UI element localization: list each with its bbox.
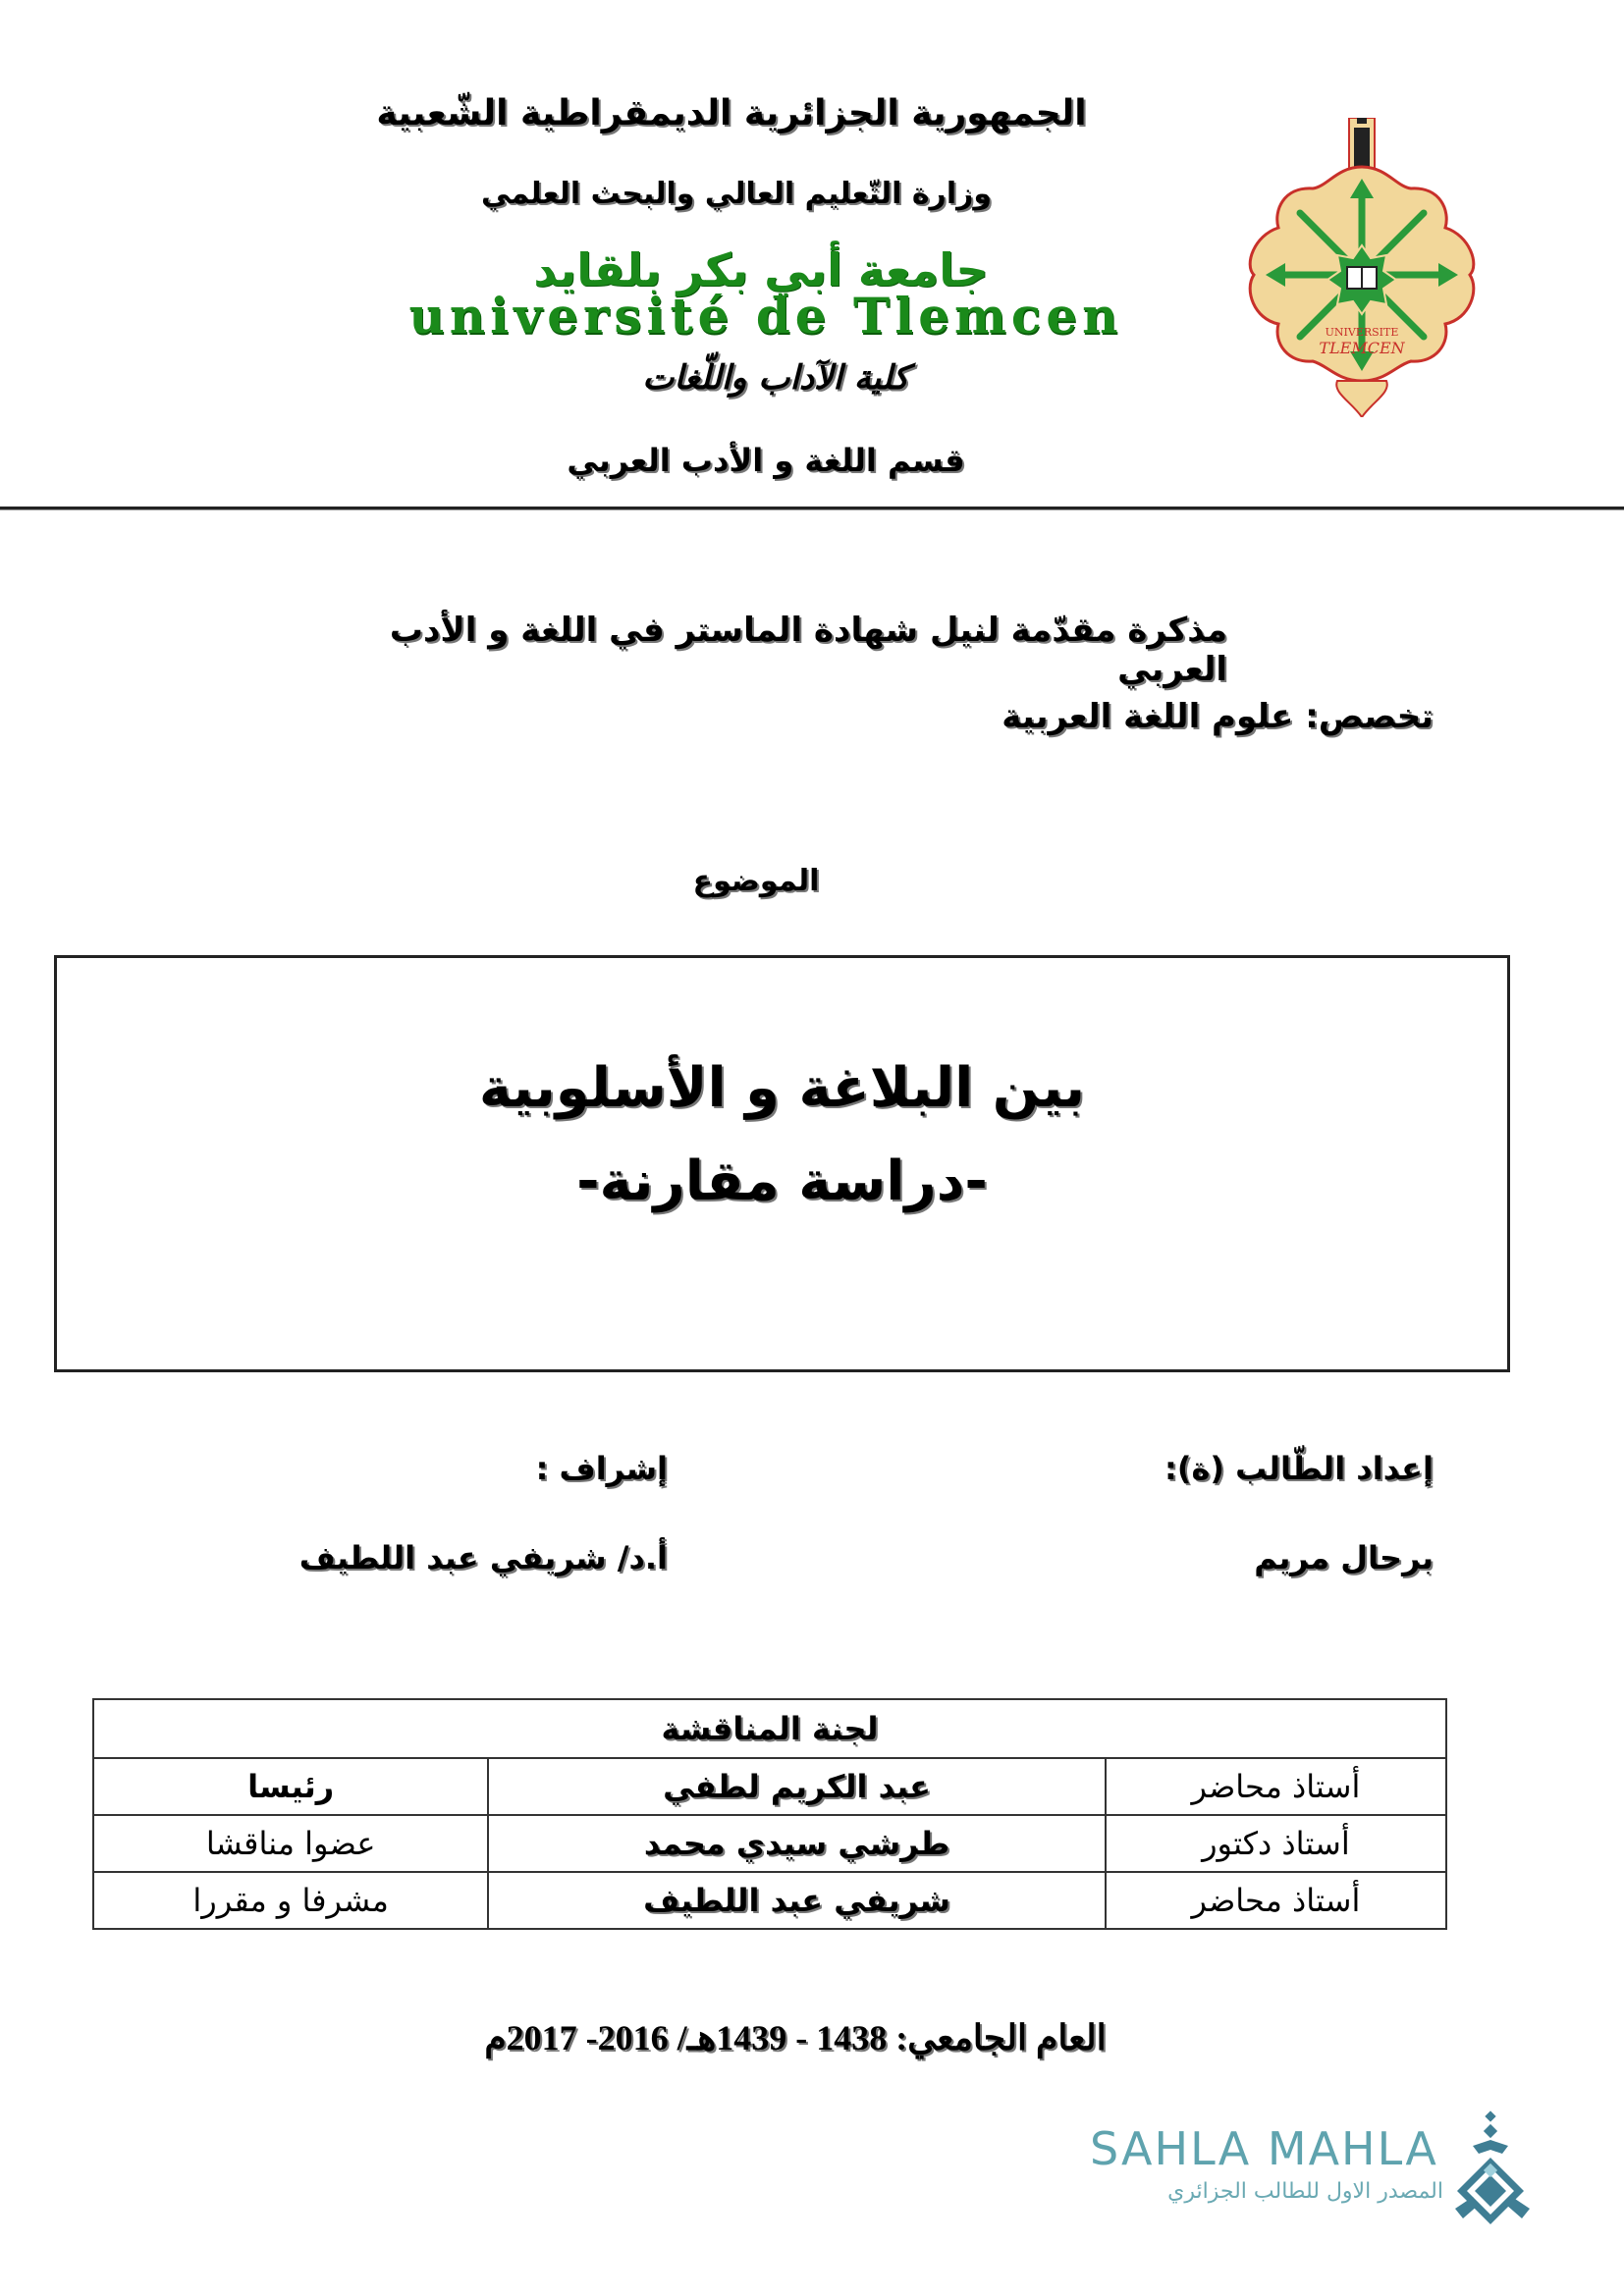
- member-name: طرشي سيدي محمد: [488, 1815, 1106, 1872]
- table-row: [93, 1872, 1446, 1929]
- republic-title: الجمهورية الجزائرية الديمقراطية الشّعبية: [376, 93, 1087, 133]
- member-role: مشرفا و مقررا: [93, 1872, 488, 1929]
- academic-year: العام الجامعي: 1438 - 1439هـ/ 2016- 2017م: [484, 2018, 1107, 2057]
- member-role: رئيسا: [93, 1758, 488, 1815]
- member-name: عبد الكريم لطفي: [488, 1758, 1106, 1815]
- supervision-label: إشراف :: [535, 1450, 668, 1487]
- university-crest-icon: [1239, 118, 1485, 417]
- member-role: عضوا مناقشا: [93, 1815, 488, 1872]
- member-rank: أستاذ محاضر: [1106, 1872, 1446, 1929]
- svg-text:UNIVERSITE: UNIVERSITE: [1325, 326, 1399, 339]
- university-name-arabic: جامعة أبي بكر بلقايد: [533, 243, 989, 296]
- member-rank: أستاذ محاضر: [1106, 1758, 1446, 1815]
- memo-statement: مذكرة مقدّمة لنيل شهادة الماستر في اللغة و الأدب العربي: [389, 611, 1227, 689]
- sahla-mahla-watermark: [1080, 2110, 1522, 2228]
- supervisor-name: أ.د/ شريفي عبد اللطيف: [298, 1539, 668, 1576]
- subject-box: [54, 955, 1510, 1372]
- committee-table: [92, 1698, 1447, 1930]
- member-name: شريفي عبد اللطيف: [488, 1872, 1106, 1929]
- table-row: [93, 1815, 1446, 1872]
- brand-tagline: المصدر الاول للطالب الجزائري: [1167, 2179, 1443, 2204]
- university-name-french: université de Tlemcen: [408, 287, 1123, 345]
- student-name: برحال مريم: [1254, 1539, 1434, 1576]
- department-name: قسم اللغة و الأدب العربي: [567, 442, 965, 479]
- header-divider: [0, 507, 1624, 510]
- specialty: تخصص: علوم اللغة العربية: [1001, 697, 1434, 736]
- faculty-name: كلية الآداب واللّغات: [642, 358, 909, 398]
- prepared-by-label: إعداد الطّالب (ة):: [1164, 1450, 1434, 1487]
- brand-name: SAHLA MAHLA: [1090, 2122, 1438, 2175]
- thesis-title: بين البلاغة و الأسلوبية: [478, 1056, 1086, 1120]
- thesis-subtitle: -دراسة مقارنة-: [576, 1149, 988, 1213]
- ministry-title: وزارة التّعليم العالي والبحث العلمي: [480, 177, 993, 211]
- sahla-mahla-logo-icon: [1453, 2110, 1532, 2233]
- table-row: [93, 1758, 1446, 1815]
- member-rank: أستاذ دكتور: [1106, 1815, 1446, 1872]
- committee-title: لجنة المناقشة: [93, 1699, 1446, 1758]
- subject-label: الموضوع: [692, 864, 820, 898]
- svg-text:TLEMCEN: TLEMCEN: [1319, 339, 1405, 357]
